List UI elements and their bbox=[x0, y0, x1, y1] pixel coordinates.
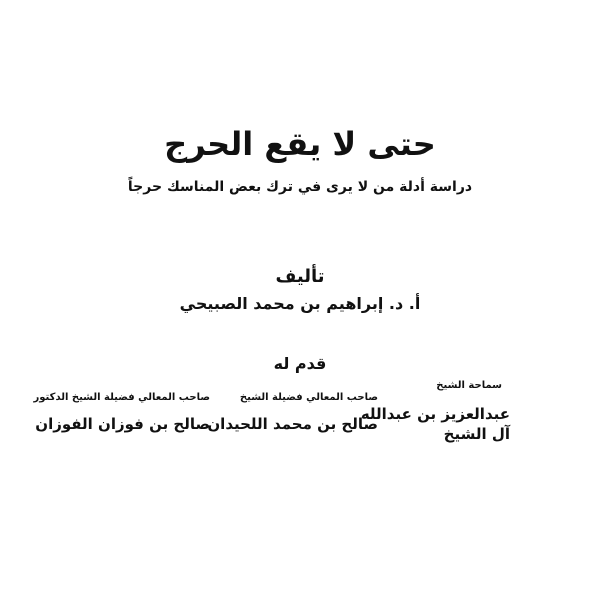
presenter-1-name: عبدالعزيز بن عبدالله bbox=[360, 405, 510, 423]
author-name: أ. د. إبراهيم بن محمد الصبيحي bbox=[179, 294, 421, 313]
presenter-3-honorific: صاحب المعالي فضيلة الشيخ الدكتور bbox=[33, 392, 210, 403]
author-label: تأليف bbox=[275, 266, 325, 287]
presenter-1-family-name: آل الشيخ bbox=[443, 425, 510, 443]
presenter-3 bbox=[34, 392, 210, 434]
presenter-2-honorific: صاحب المعالي فضيلة الشيخ bbox=[239, 392, 378, 403]
presenter-1 bbox=[361, 380, 510, 444]
introduction-label: قدم له bbox=[273, 354, 327, 373]
presenter-3-name: صالح بن فوزان الفوزان bbox=[35, 415, 210, 433]
book-title: حتى لا يقع الحرج bbox=[164, 125, 436, 163]
presenter-2 bbox=[207, 392, 378, 434]
book-subtitle: دراسة أدلة من لا يرى في ترك بعض المناسك حرجاً bbox=[127, 179, 473, 195]
presenter-1-honorific: سماحة الشيخ bbox=[436, 380, 502, 391]
presenter-2-name: صالح بن محمد اللحيدان bbox=[207, 415, 378, 433]
